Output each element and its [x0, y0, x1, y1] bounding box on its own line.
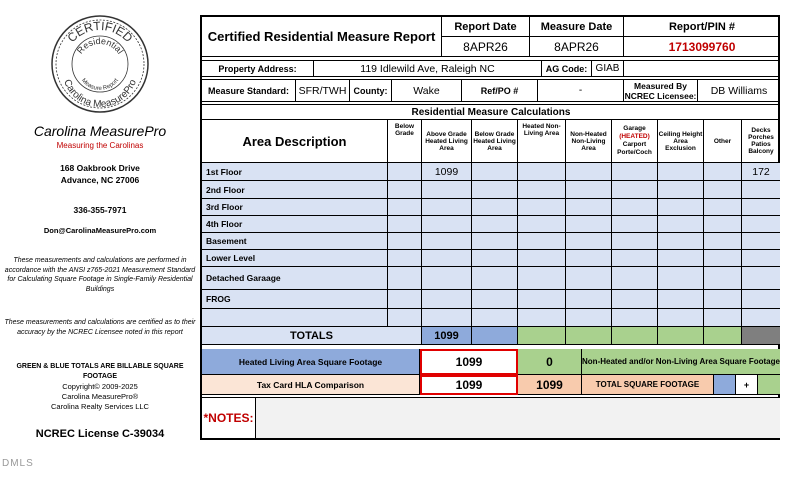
row-cell-below-grade	[388, 163, 422, 181]
row-cell-garage	[612, 309, 658, 327]
row-cell-below-grade	[388, 233, 422, 250]
row-cell-non-heated	[566, 250, 612, 267]
row-cell-above-grade	[422, 250, 472, 267]
company-phone: 336-355-7971	[73, 205, 127, 215]
row-label: Lower Level	[202, 250, 388, 267]
mls-watermark: DMLS	[2, 458, 34, 469]
calc-header: Residential Measure Calculations	[202, 105, 780, 120]
total-sqft-green	[758, 375, 780, 395]
totals-decks	[742, 327, 780, 345]
row-cell-other	[704, 216, 742, 233]
row-cell-ceiling	[658, 267, 704, 290]
totals-above-grade: 1099	[422, 327, 472, 345]
svg-text:Residential: Residential	[74, 35, 126, 56]
measured-by: DB Williams	[698, 80, 780, 102]
row-label: 4th Floor	[202, 216, 388, 233]
county: Wake	[392, 80, 462, 102]
svg-text:CERTIFIED: CERTIFIED	[64, 18, 136, 46]
total-sqft-label: TOTAL SQUARE FOOTAGE	[582, 375, 714, 395]
brand-name: Carolina MeasurePro	[33, 123, 167, 139]
row-cell-above-grade	[422, 199, 472, 216]
property-address-label: Property Address:	[202, 61, 314, 77]
row-cell-garage	[612, 181, 658, 199]
row-cell-decks	[742, 309, 780, 327]
row-cell-below-grade	[388, 199, 422, 216]
row-cell-ceiling	[658, 309, 704, 327]
measure-standard-label: Measure Standard:	[202, 80, 296, 102]
row-cell-heated-non-living	[518, 199, 566, 216]
row-cell-above-grade	[422, 309, 472, 327]
row-cell-decks	[742, 233, 780, 250]
col-non-heated-non-living: Non-Heated Non-Living Area	[566, 120, 612, 163]
license-number: NCREC License C-39034	[35, 428, 165, 440]
taxcard-compare: 1099	[518, 375, 582, 395]
row-cell-other	[704, 309, 742, 327]
row-cell-decks: 172	[742, 163, 780, 181]
totals-label: TOTALS	[202, 327, 422, 345]
row-cell-garage	[612, 163, 658, 181]
row-cell-below-grade-hla	[472, 163, 518, 181]
row-cell-other	[704, 267, 742, 290]
row-label: 3rd Floor	[202, 199, 388, 216]
row-cell-below-grade	[388, 250, 422, 267]
total-sqft-blue	[714, 375, 736, 395]
row-cell-decks	[742, 199, 780, 216]
hla-value: 1099	[420, 349, 518, 375]
area-description-header: Area Description	[202, 120, 388, 163]
measured-by-label: Measured By NCREC Licensee:	[624, 80, 697, 101]
col-decks: Decks Porches Patios Balcony	[742, 120, 780, 163]
row-cell-non-heated	[566, 181, 612, 199]
address-line1: 168 Oakbrook Drive	[60, 163, 140, 173]
company-address	[0, 162, 200, 186]
row-cell-ceiling	[658, 233, 704, 250]
report-date: 8APR26	[442, 37, 530, 57]
row-cell-below-grade-hla	[472, 199, 518, 216]
col-garage-carport: Carport Porte/Coch	[617, 141, 652, 156]
row-cell-ceiling	[658, 163, 704, 181]
row-cell-below-grade	[388, 267, 422, 290]
col-below-grade-hla: Below Grade Heated Living Area	[472, 120, 518, 163]
row-cell-other	[704, 199, 742, 216]
row-cell-above-grade	[422, 233, 472, 250]
col-above-grade-hla: Above Grade Heated Living Area	[422, 120, 472, 163]
certified-seal-logo	[50, 14, 150, 114]
copyright: Copyright© 2009-2025	[62, 382, 138, 391]
totals-ceiling	[658, 327, 704, 345]
row-cell-ceiling	[658, 199, 704, 216]
notes-label: *NOTES:	[202, 398, 256, 438]
row-cell-garage	[612, 250, 658, 267]
ref-po: -	[538, 80, 624, 102]
sidebar	[0, 0, 200, 485]
col-garage-label: Garage	[623, 125, 646, 132]
measure-date: 8APR26	[530, 37, 624, 57]
notes-field[interactable]	[256, 398, 780, 438]
row-cell-below-grade-hla	[472, 290, 518, 309]
row-cell-ceiling	[658, 181, 704, 199]
row-cell-non-heated	[566, 163, 612, 181]
non-heated-value: 0	[518, 349, 582, 375]
company-name-1: Carolina MeasurePro®	[61, 392, 139, 401]
col-ceiling-height: Ceiling Height Area Exclusion	[658, 120, 704, 163]
row-cell-decks	[742, 216, 780, 233]
row-cell-above-grade: 1099	[422, 163, 472, 181]
brand-tagline: Measuring the Carolinas	[56, 141, 144, 150]
row-cell-heated-non-living	[518, 309, 566, 327]
row-cell-heated-non-living	[518, 290, 566, 309]
col-heated-non-living: Heated Non-Living Area	[518, 120, 566, 163]
non-heated-label: Non-Heated and/or Non-Living Area Square Footage	[582, 349, 780, 375]
ag-code-label: AG Code:	[542, 61, 592, 77]
row-cell-below-grade-hla	[472, 267, 518, 290]
row-cell-below-grade	[388, 309, 422, 327]
row-label: 1st Floor	[202, 163, 388, 181]
row-label: 2nd Floor	[202, 181, 388, 199]
company-email: Don@CarolinaMeasurePro.com	[43, 226, 157, 235]
totals-below-grade	[472, 327, 518, 345]
row-cell-other	[704, 250, 742, 267]
row-cell-decks	[742, 290, 780, 309]
hla-label: Heated Living Area Square Footage	[202, 349, 420, 375]
row-cell-non-heated	[566, 233, 612, 250]
row-label: Basement	[202, 233, 388, 250]
row-cell-non-heated	[566, 309, 612, 327]
row-cell-below-grade	[388, 216, 422, 233]
totals-non-heated	[566, 327, 612, 345]
report-date-label: Report Date	[442, 17, 530, 37]
row-cell-non-heated	[566, 216, 612, 233]
row-cell-garage	[612, 199, 658, 216]
company-name-2: Carolina Realty Services LLC	[51, 402, 149, 411]
totals-garage	[612, 327, 658, 345]
report-title: Certified Residential Measure Report	[202, 17, 442, 57]
row-cell-below-grade	[388, 290, 422, 309]
row-cell-below-grade-hla	[472, 216, 518, 233]
row-cell-non-heated	[566, 199, 612, 216]
row-cell-garage	[612, 233, 658, 250]
pin-label: Report/PIN #	[624, 17, 780, 37]
row-cell-below-grade-hla	[472, 250, 518, 267]
row-cell-decks	[742, 181, 780, 199]
row-cell-below-grade-hla	[472, 233, 518, 250]
row-cell-heated-non-living	[518, 181, 566, 199]
row-cell-garage	[612, 290, 658, 309]
row-cell-above-grade	[422, 181, 472, 199]
disclaimer-ansi: These measurements and calculations are performed in accordance with the ANSI z765-2021 Measurement Standard for Calculating Square Footage in Single-Family Residential Buildings	[4, 257, 196, 293]
row-cell-heated-non-living	[518, 250, 566, 267]
row-label	[202, 309, 388, 327]
row-cell-non-heated	[566, 267, 612, 290]
row-label: FROG	[202, 290, 388, 309]
row-cell-heated-non-living	[518, 267, 566, 290]
row-cell-above-grade	[422, 216, 472, 233]
measure-date-label: Measure Date	[530, 17, 624, 37]
row-cell-above-grade	[422, 290, 472, 309]
row-cell-below-grade-hla	[472, 309, 518, 327]
row-cell-decks	[742, 267, 780, 290]
row-cell-garage	[612, 216, 658, 233]
report-pin: 1713099760	[624, 37, 780, 57]
col-other: Other	[704, 120, 742, 163]
county-label: County:	[350, 80, 392, 102]
row-cell-other	[704, 163, 742, 181]
measure-standard: SFR/TWH	[296, 80, 350, 102]
taxcard-value: 1099	[420, 375, 518, 395]
report-form	[200, 15, 780, 440]
row-cell-below-grade-hla	[472, 181, 518, 199]
row-cell-non-heated	[566, 290, 612, 309]
row-cell-other	[704, 233, 742, 250]
ag-code: GIAB	[592, 61, 624, 77]
row-cell-other	[704, 290, 742, 309]
row-cell-other	[704, 181, 742, 199]
totals-other	[704, 327, 742, 345]
property-address: 119 Idlewild Ave, Raleigh NC	[314, 61, 542, 77]
copyright-block	[0, 382, 200, 412]
ref-po-label: Ref/PO #	[462, 80, 538, 102]
taxcard-label: Tax Card HLA Comparison	[202, 375, 420, 395]
ag-code-blank	[624, 61, 780, 77]
row-cell-ceiling	[658, 216, 704, 233]
row-cell-garage	[612, 267, 658, 290]
address-line2: Advance, NC 27006	[60, 175, 140, 185]
totals-heated-non-living	[518, 327, 566, 345]
row-cell-ceiling	[658, 250, 704, 267]
plus-sign: +	[736, 375, 758, 395]
row-cell-ceiling	[658, 290, 704, 309]
disclaimer-certified: These measurements and calculations are certified as to their accuracy by the NCREC Licensee noted in this report	[4, 319, 196, 336]
row-cell-heated-non-living	[518, 233, 566, 250]
row-cell-decks	[742, 250, 780, 267]
row-cell-above-grade	[422, 267, 472, 290]
col-below-grade: Below Grade	[388, 120, 422, 163]
row-cell-below-grade	[388, 181, 422, 199]
row-cell-heated-non-living	[518, 216, 566, 233]
col-garage	[612, 120, 658, 163]
billable-note: GREEN & BLUE TOTALS ARE BILLABLE SQUARE FOOTAGE	[16, 363, 184, 380]
row-label: Detached Garaage	[202, 267, 388, 290]
col-garage-heated: (HEATED)	[619, 133, 650, 140]
svg-text:Carolina MeasurePro: Carolina MeasurePro	[61, 77, 139, 111]
row-cell-heated-non-living	[518, 163, 566, 181]
svg-text:Measure Report: Measure Report	[80, 77, 121, 93]
